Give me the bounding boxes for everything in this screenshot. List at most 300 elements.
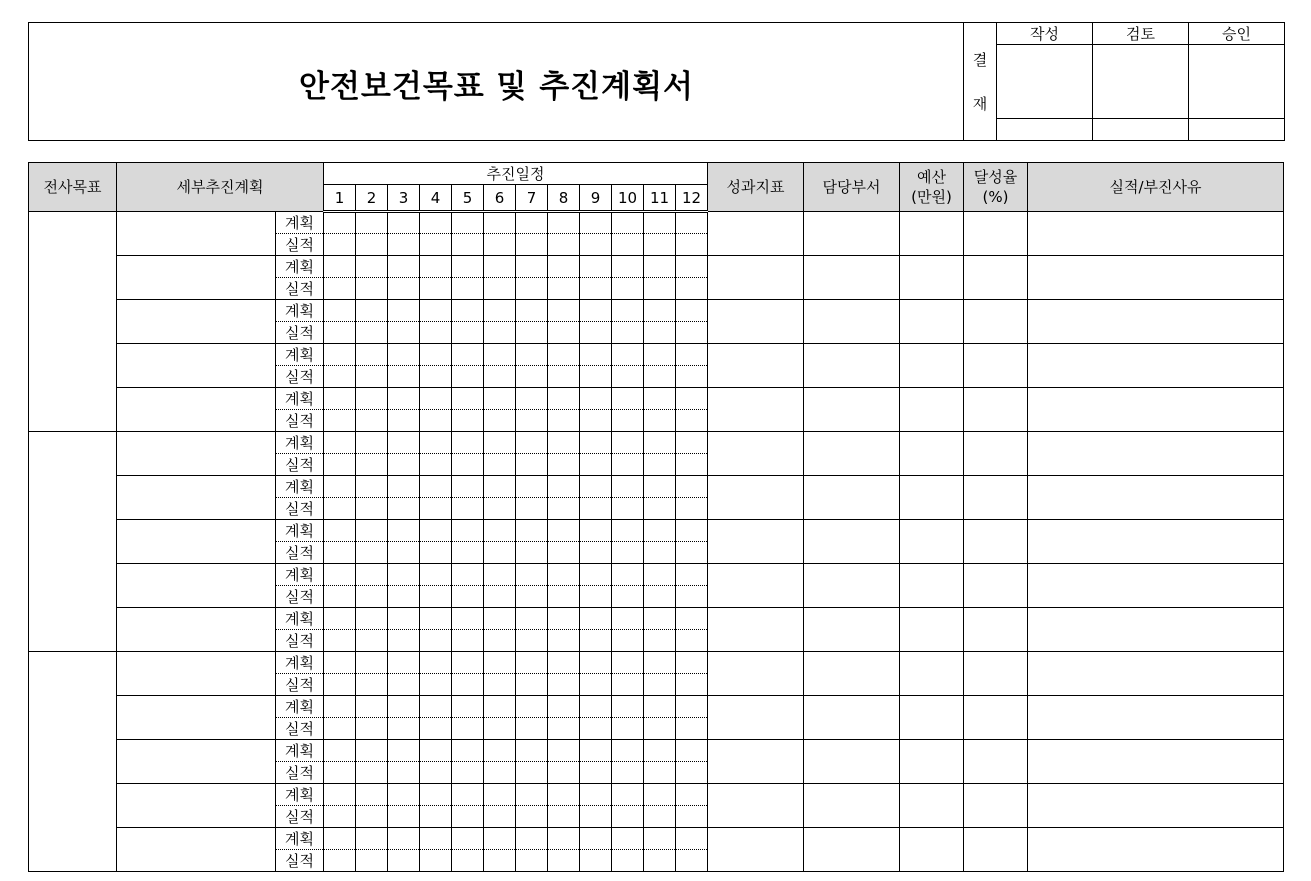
actual-month-cell[interactable] — [452, 454, 484, 476]
plan-month-cell[interactable] — [676, 432, 708, 454]
detail-plan-cell[interactable] — [117, 740, 276, 784]
actual-month-cell[interactable] — [452, 674, 484, 696]
actual-month-cell[interactable] — [516, 586, 548, 608]
actual-month-cell[interactable] — [484, 410, 516, 432]
actual-month-cell[interactable] — [356, 542, 388, 564]
plan-month-cell[interactable] — [388, 300, 420, 322]
budget-cell[interactable] — [900, 652, 964, 696]
actual-month-cell[interactable] — [420, 586, 452, 608]
kpi-cell[interactable] — [708, 740, 804, 784]
actual-month-cell[interactable] — [452, 322, 484, 344]
actual-month-cell[interactable] — [612, 278, 644, 300]
actual-month-cell[interactable] — [388, 630, 420, 652]
plan-month-cell[interactable] — [612, 564, 644, 586]
actual-month-cell[interactable] — [388, 454, 420, 476]
actual-month-cell[interactable] — [644, 366, 676, 388]
actual-month-cell[interactable] — [548, 762, 580, 784]
actual-month-cell[interactable] — [452, 366, 484, 388]
result-reason-cell[interactable] — [1028, 432, 1284, 476]
kpi-cell[interactable] — [708, 388, 804, 432]
actual-month-cell[interactable] — [548, 674, 580, 696]
plan-month-cell[interactable] — [356, 740, 388, 762]
department-cell[interactable] — [804, 608, 900, 652]
plan-month-cell[interactable] — [676, 696, 708, 718]
actual-month-cell[interactable] — [324, 234, 356, 256]
actual-month-cell[interactable] — [516, 674, 548, 696]
plan-month-cell[interactable] — [644, 740, 676, 762]
actual-month-cell[interactable] — [420, 718, 452, 740]
result-reason-cell[interactable] — [1028, 784, 1284, 828]
actual-month-cell[interactable] — [516, 850, 548, 872]
plan-month-cell[interactable] — [356, 784, 388, 806]
kpi-cell[interactable] — [708, 564, 804, 608]
company-goal-cell[interactable] — [29, 652, 117, 872]
actual-month-cell[interactable] — [324, 410, 356, 432]
actual-month-cell[interactable] — [324, 850, 356, 872]
actual-month-cell[interactable] — [324, 718, 356, 740]
actual-month-cell[interactable] — [548, 366, 580, 388]
plan-month-cell[interactable] — [580, 256, 612, 278]
plan-month-cell[interactable] — [676, 256, 708, 278]
plan-month-cell[interactable] — [484, 608, 516, 630]
actual-month-cell[interactable] — [420, 630, 452, 652]
actual-month-cell[interactable] — [516, 234, 548, 256]
plan-month-cell[interactable] — [420, 344, 452, 366]
kpi-cell[interactable] — [708, 212, 804, 256]
detail-plan-cell[interactable] — [117, 212, 276, 256]
actual-month-cell[interactable] — [452, 234, 484, 256]
department-cell[interactable] — [804, 564, 900, 608]
actual-month-cell[interactable] — [356, 278, 388, 300]
achievement-cell[interactable] — [964, 388, 1028, 432]
actual-month-cell[interactable] — [644, 410, 676, 432]
plan-month-cell[interactable] — [420, 740, 452, 762]
plan-month-cell[interactable] — [612, 740, 644, 762]
plan-month-cell[interactable] — [676, 784, 708, 806]
plan-month-cell[interactable] — [580, 564, 612, 586]
actual-month-cell[interactable] — [676, 498, 708, 520]
plan-month-cell[interactable] — [644, 256, 676, 278]
plan-month-cell[interactable] — [580, 520, 612, 542]
actual-month-cell[interactable] — [644, 454, 676, 476]
actual-month-cell[interactable] — [612, 454, 644, 476]
detail-plan-cell[interactable] — [117, 652, 276, 696]
result-reason-cell[interactable] — [1028, 212, 1284, 256]
plan-month-cell[interactable] — [580, 784, 612, 806]
actual-month-cell[interactable] — [676, 454, 708, 476]
actual-month-cell[interactable] — [420, 366, 452, 388]
plan-month-cell[interactable] — [388, 256, 420, 278]
department-cell[interactable] — [804, 784, 900, 828]
plan-month-cell[interactable] — [516, 652, 548, 674]
actual-month-cell[interactable] — [580, 586, 612, 608]
department-cell[interactable] — [804, 740, 900, 784]
actual-month-cell[interactable] — [580, 850, 612, 872]
actual-month-cell[interactable] — [484, 762, 516, 784]
plan-month-cell[interactable] — [452, 388, 484, 410]
kpi-cell[interactable] — [708, 300, 804, 344]
actual-month-cell[interactable] — [324, 498, 356, 520]
actual-month-cell[interactable] — [356, 366, 388, 388]
plan-month-cell[interactable] — [580, 476, 612, 498]
department-cell[interactable] — [804, 212, 900, 256]
plan-month-cell[interactable] — [452, 564, 484, 586]
plan-month-cell[interactable] — [548, 652, 580, 674]
plan-month-cell[interactable] — [548, 828, 580, 850]
achievement-cell[interactable] — [964, 740, 1028, 784]
achievement-cell[interactable] — [964, 300, 1028, 344]
plan-month-cell[interactable] — [612, 608, 644, 630]
plan-month-cell[interactable] — [548, 344, 580, 366]
plan-month-cell[interactable] — [644, 388, 676, 410]
actual-month-cell[interactable] — [676, 806, 708, 828]
actual-month-cell[interactable] — [356, 454, 388, 476]
company-goal-cell[interactable] — [29, 212, 117, 432]
plan-month-cell[interactable] — [356, 696, 388, 718]
plan-month-cell[interactable] — [452, 212, 484, 234]
budget-cell[interactable] — [900, 828, 964, 872]
plan-month-cell[interactable] — [548, 608, 580, 630]
plan-month-cell[interactable] — [644, 432, 676, 454]
actual-month-cell[interactable] — [516, 498, 548, 520]
actual-month-cell[interactable] — [612, 234, 644, 256]
actual-month-cell[interactable] — [644, 674, 676, 696]
actual-month-cell[interactable] — [388, 762, 420, 784]
actual-month-cell[interactable] — [676, 762, 708, 784]
actual-month-cell[interactable] — [612, 542, 644, 564]
result-reason-cell[interactable] — [1028, 740, 1284, 784]
actual-month-cell[interactable] — [644, 498, 676, 520]
actual-month-cell[interactable] — [324, 366, 356, 388]
kpi-cell[interactable] — [708, 344, 804, 388]
plan-month-cell[interactable] — [324, 432, 356, 454]
plan-month-cell[interactable] — [324, 564, 356, 586]
actual-month-cell[interactable] — [324, 586, 356, 608]
plan-month-cell[interactable] — [516, 256, 548, 278]
actual-month-cell[interactable] — [580, 630, 612, 652]
actual-month-cell[interactable] — [388, 322, 420, 344]
budget-cell[interactable] — [900, 784, 964, 828]
detail-plan-cell[interactable] — [117, 344, 276, 388]
plan-month-cell[interactable] — [644, 608, 676, 630]
plan-month-cell[interactable] — [324, 696, 356, 718]
plan-month-cell[interactable] — [612, 432, 644, 454]
budget-cell[interactable] — [900, 300, 964, 344]
actual-month-cell[interactable] — [452, 806, 484, 828]
actual-month-cell[interactable] — [452, 498, 484, 520]
result-reason-cell[interactable] — [1028, 344, 1284, 388]
plan-month-cell[interactable] — [420, 608, 452, 630]
plan-month-cell[interactable] — [452, 344, 484, 366]
budget-cell[interactable] — [900, 608, 964, 652]
plan-month-cell[interactable] — [580, 300, 612, 322]
actual-month-cell[interactable] — [580, 410, 612, 432]
plan-month-cell[interactable] — [548, 432, 580, 454]
budget-cell[interactable] — [900, 432, 964, 476]
actual-month-cell[interactable] — [324, 674, 356, 696]
approval-date-reviewer[interactable] — [1093, 119, 1189, 141]
actual-month-cell[interactable] — [580, 322, 612, 344]
plan-month-cell[interactable] — [420, 476, 452, 498]
plan-month-cell[interactable] — [484, 388, 516, 410]
plan-month-cell[interactable] — [356, 300, 388, 322]
detail-plan-cell[interactable] — [117, 828, 276, 872]
actual-month-cell[interactable] — [388, 674, 420, 696]
plan-month-cell[interactable] — [548, 256, 580, 278]
approval-sign-writer[interactable] — [997, 45, 1093, 119]
result-reason-cell[interactable] — [1028, 300, 1284, 344]
plan-month-cell[interactable] — [612, 344, 644, 366]
plan-month-cell[interactable] — [388, 564, 420, 586]
plan-month-cell[interactable] — [324, 256, 356, 278]
plan-month-cell[interactable] — [612, 652, 644, 674]
department-cell[interactable] — [804, 256, 900, 300]
actual-month-cell[interactable] — [644, 322, 676, 344]
plan-month-cell[interactable] — [356, 608, 388, 630]
plan-month-cell[interactable] — [356, 432, 388, 454]
plan-month-cell[interactable] — [356, 344, 388, 366]
plan-month-cell[interactable] — [356, 564, 388, 586]
plan-month-cell[interactable] — [388, 740, 420, 762]
actual-month-cell[interactable] — [580, 234, 612, 256]
plan-month-cell[interactable] — [612, 828, 644, 850]
actual-month-cell[interactable] — [420, 278, 452, 300]
actual-month-cell[interactable] — [644, 542, 676, 564]
plan-month-cell[interactable] — [324, 300, 356, 322]
plan-month-cell[interactable] — [484, 300, 516, 322]
actual-month-cell[interactable] — [612, 366, 644, 388]
actual-month-cell[interactable] — [452, 718, 484, 740]
plan-month-cell[interactable] — [580, 608, 612, 630]
actual-month-cell[interactable] — [676, 234, 708, 256]
actual-month-cell[interactable] — [452, 542, 484, 564]
detail-plan-cell[interactable] — [117, 388, 276, 432]
achievement-cell[interactable] — [964, 256, 1028, 300]
actual-month-cell[interactable] — [356, 806, 388, 828]
plan-month-cell[interactable] — [420, 388, 452, 410]
actual-month-cell[interactable] — [324, 542, 356, 564]
plan-month-cell[interactable] — [484, 520, 516, 542]
plan-month-cell[interactable] — [548, 564, 580, 586]
actual-month-cell[interactable] — [676, 674, 708, 696]
department-cell[interactable] — [804, 652, 900, 696]
actual-month-cell[interactable] — [644, 762, 676, 784]
actual-month-cell[interactable] — [388, 410, 420, 432]
actual-month-cell[interactable] — [356, 322, 388, 344]
actual-month-cell[interactable] — [356, 762, 388, 784]
plan-month-cell[interactable] — [324, 344, 356, 366]
plan-month-cell[interactable] — [420, 256, 452, 278]
plan-month-cell[interactable] — [580, 740, 612, 762]
plan-month-cell[interactable] — [324, 476, 356, 498]
plan-month-cell[interactable] — [516, 212, 548, 234]
plan-month-cell[interactable] — [388, 828, 420, 850]
kpi-cell[interactable] — [708, 696, 804, 740]
actual-month-cell[interactable] — [676, 410, 708, 432]
plan-month-cell[interactable] — [516, 696, 548, 718]
actual-month-cell[interactable] — [452, 850, 484, 872]
budget-cell[interactable] — [900, 388, 964, 432]
plan-month-cell[interactable] — [612, 300, 644, 322]
plan-month-cell[interactable] — [676, 564, 708, 586]
actual-month-cell[interactable] — [420, 234, 452, 256]
actual-month-cell[interactable] — [516, 806, 548, 828]
actual-month-cell[interactable] — [484, 542, 516, 564]
plan-month-cell[interactable] — [420, 300, 452, 322]
actual-month-cell[interactable] — [356, 234, 388, 256]
plan-month-cell[interactable] — [644, 828, 676, 850]
actual-month-cell[interactable] — [516, 542, 548, 564]
kpi-cell[interactable] — [708, 828, 804, 872]
plan-month-cell[interactable] — [388, 212, 420, 234]
department-cell[interactable] — [804, 696, 900, 740]
detail-plan-cell[interactable] — [117, 564, 276, 608]
plan-month-cell[interactable] — [548, 784, 580, 806]
plan-month-cell[interactable] — [644, 696, 676, 718]
achievement-cell[interactable] — [964, 608, 1028, 652]
actual-month-cell[interactable] — [452, 630, 484, 652]
actual-month-cell[interactable] — [452, 278, 484, 300]
plan-month-cell[interactable] — [324, 212, 356, 234]
result-reason-cell[interactable] — [1028, 696, 1284, 740]
plan-month-cell[interactable] — [580, 212, 612, 234]
actual-month-cell[interactable] — [676, 718, 708, 740]
department-cell[interactable] — [804, 300, 900, 344]
actual-month-cell[interactable] — [644, 718, 676, 740]
approval-date-approver[interactable] — [1189, 119, 1285, 141]
plan-month-cell[interactable] — [356, 388, 388, 410]
plan-month-cell[interactable] — [644, 212, 676, 234]
plan-month-cell[interactable] — [452, 432, 484, 454]
actual-month-cell[interactable] — [644, 278, 676, 300]
detail-plan-cell[interactable] — [117, 300, 276, 344]
plan-month-cell[interactable] — [388, 520, 420, 542]
actual-month-cell[interactable] — [644, 586, 676, 608]
budget-cell[interactable] — [900, 740, 964, 784]
plan-month-cell[interactable] — [548, 476, 580, 498]
plan-month-cell[interactable] — [548, 300, 580, 322]
actual-month-cell[interactable] — [516, 278, 548, 300]
approval-sign-reviewer[interactable] — [1093, 45, 1189, 119]
achievement-cell[interactable] — [964, 564, 1028, 608]
plan-month-cell[interactable] — [356, 652, 388, 674]
plan-month-cell[interactable] — [388, 432, 420, 454]
plan-month-cell[interactable] — [484, 740, 516, 762]
plan-month-cell[interactable] — [516, 784, 548, 806]
actual-month-cell[interactable] — [548, 454, 580, 476]
plan-month-cell[interactable] — [420, 784, 452, 806]
department-cell[interactable] — [804, 388, 900, 432]
actual-month-cell[interactable] — [580, 762, 612, 784]
actual-month-cell[interactable] — [420, 806, 452, 828]
actual-month-cell[interactable] — [580, 366, 612, 388]
actual-month-cell[interactable] — [484, 806, 516, 828]
plan-month-cell[interactable] — [420, 564, 452, 586]
plan-month-cell[interactable] — [516, 520, 548, 542]
actual-month-cell[interactable] — [452, 762, 484, 784]
detail-plan-cell[interactable] — [117, 432, 276, 476]
result-reason-cell[interactable] — [1028, 564, 1284, 608]
actual-month-cell[interactable] — [516, 322, 548, 344]
plan-month-cell[interactable] — [516, 828, 548, 850]
plan-month-cell[interactable] — [676, 652, 708, 674]
plan-month-cell[interactable] — [452, 520, 484, 542]
plan-month-cell[interactable] — [644, 520, 676, 542]
actual-month-cell[interactable] — [548, 718, 580, 740]
actual-month-cell[interactable] — [388, 234, 420, 256]
actual-month-cell[interactable] — [420, 762, 452, 784]
plan-month-cell[interactable] — [580, 432, 612, 454]
actual-month-cell[interactable] — [388, 542, 420, 564]
actual-month-cell[interactable] — [548, 322, 580, 344]
actual-month-cell[interactable] — [612, 762, 644, 784]
achievement-cell[interactable] — [964, 784, 1028, 828]
plan-month-cell[interactable] — [484, 652, 516, 674]
actual-month-cell[interactable] — [612, 630, 644, 652]
budget-cell[interactable] — [900, 256, 964, 300]
actual-month-cell[interactable] — [644, 234, 676, 256]
plan-month-cell[interactable] — [676, 740, 708, 762]
actual-month-cell[interactable] — [324, 762, 356, 784]
result-reason-cell[interactable] — [1028, 520, 1284, 564]
plan-month-cell[interactable] — [548, 212, 580, 234]
plan-month-cell[interactable] — [388, 344, 420, 366]
plan-month-cell[interactable] — [452, 696, 484, 718]
actual-month-cell[interactable] — [484, 498, 516, 520]
plan-month-cell[interactable] — [612, 784, 644, 806]
actual-month-cell[interactable] — [356, 850, 388, 872]
result-reason-cell[interactable] — [1028, 828, 1284, 872]
result-reason-cell[interactable] — [1028, 608, 1284, 652]
actual-month-cell[interactable] — [356, 630, 388, 652]
actual-month-cell[interactable] — [484, 718, 516, 740]
actual-month-cell[interactable] — [484, 674, 516, 696]
plan-month-cell[interactable] — [676, 608, 708, 630]
actual-month-cell[interactable] — [580, 454, 612, 476]
actual-month-cell[interactable] — [324, 630, 356, 652]
plan-month-cell[interactable] — [516, 300, 548, 322]
achievement-cell[interactable] — [964, 344, 1028, 388]
actual-month-cell[interactable] — [324, 454, 356, 476]
actual-month-cell[interactable] — [420, 498, 452, 520]
actual-month-cell[interactable] — [516, 630, 548, 652]
plan-month-cell[interactable] — [516, 740, 548, 762]
actual-month-cell[interactable] — [676, 586, 708, 608]
plan-month-cell[interactable] — [324, 520, 356, 542]
plan-month-cell[interactable] — [356, 256, 388, 278]
actual-month-cell[interactable] — [388, 586, 420, 608]
actual-month-cell[interactable] — [420, 674, 452, 696]
detail-plan-cell[interactable] — [117, 696, 276, 740]
plan-month-cell[interactable] — [452, 300, 484, 322]
kpi-cell[interactable] — [708, 652, 804, 696]
actual-month-cell[interactable] — [452, 410, 484, 432]
actual-month-cell[interactable] — [516, 366, 548, 388]
approval-sign-approver[interactable] — [1189, 45, 1285, 119]
actual-month-cell[interactable] — [548, 498, 580, 520]
plan-month-cell[interactable] — [324, 652, 356, 674]
plan-month-cell[interactable] — [676, 828, 708, 850]
actual-month-cell[interactable] — [324, 278, 356, 300]
actual-month-cell[interactable] — [420, 322, 452, 344]
plan-month-cell[interactable] — [516, 432, 548, 454]
actual-month-cell[interactable] — [612, 850, 644, 872]
achievement-cell[interactable] — [964, 828, 1028, 872]
plan-month-cell[interactable] — [452, 652, 484, 674]
kpi-cell[interactable] — [708, 784, 804, 828]
plan-month-cell[interactable] — [452, 784, 484, 806]
actual-month-cell[interactable] — [356, 718, 388, 740]
